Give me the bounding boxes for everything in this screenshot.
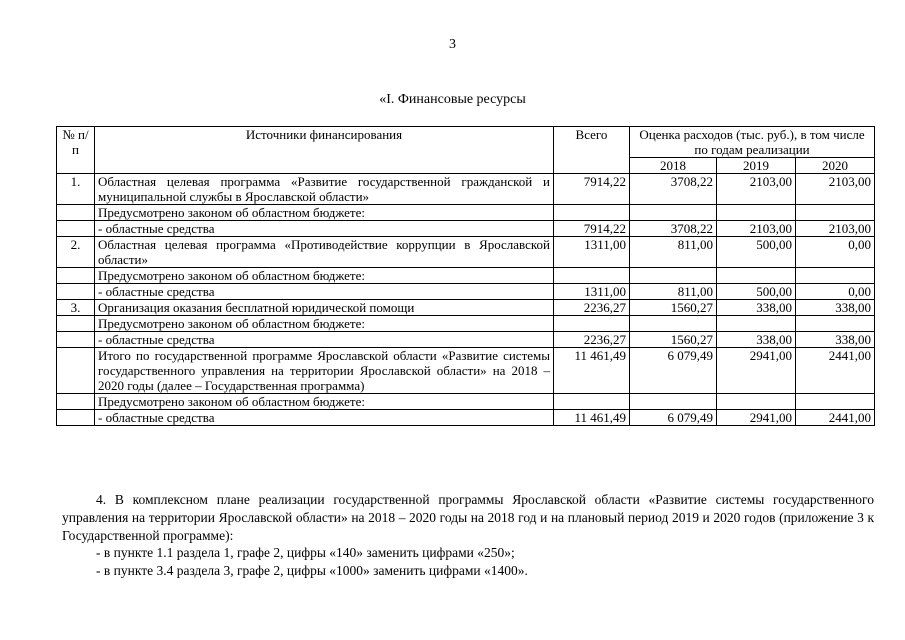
row-num (57, 284, 95, 300)
row-2020 (796, 394, 875, 410)
row-total: 2236,27 (554, 300, 630, 316)
row-2020: 2441,00 (796, 410, 875, 426)
row-2019: 338,00 (717, 332, 796, 348)
financial-resources-table (56, 126, 875, 426)
row-2018: 3708,22 (630, 221, 717, 237)
header-total: Всего (554, 127, 630, 174)
row-2019: 2103,00 (717, 174, 796, 205)
row-2018: 6 079,49 (630, 410, 717, 426)
row-source: Предусмотрено законом об областном бюджете: (95, 268, 554, 284)
row-2019: 338,00 (717, 300, 796, 316)
row-2019: 2941,00 (717, 348, 796, 394)
paragraph-4: 4. В комплексном плане реализации государственной программы Ярославской области «Развитие системы государственного управления на территории Ярославской области» на 2018 – 2020 годы на 2018 год и на плановый период 2019 и 2020 годов (приложение 3 к Государственной программе): (62, 492, 874, 543)
row-source: - областные средства (95, 332, 554, 348)
row-2020: 2103,00 (796, 174, 875, 205)
row-2018: 1560,27 (630, 332, 717, 348)
row-2020: 2441,00 (796, 348, 875, 394)
table-row (57, 300, 875, 316)
row-num (57, 221, 95, 237)
row-2018 (630, 316, 717, 332)
row-2020 (796, 316, 875, 332)
bullet-2: - в пункте 3.4 раздела 3, графе 2, цифры «1000» заменить цифрами «1400». (96, 563, 528, 578)
table-row (57, 174, 875, 205)
row-source: Предусмотрено законом об областном бюджете: (95, 394, 554, 410)
header-num: № п/п (57, 127, 95, 174)
row-2018: 3708,22 (630, 174, 717, 205)
row-2020 (796, 205, 875, 221)
row-total: 1311,00 (554, 237, 630, 268)
row-num (57, 316, 95, 332)
bullet-1: - в пункте 1.1 раздела 1, графе 2, цифры «140» заменить цифрами «250»; (96, 545, 515, 560)
row-source: Предусмотрено законом об областном бюджете: (95, 316, 554, 332)
row-2018 (630, 205, 717, 221)
row-source: - областные средства (95, 284, 554, 300)
row-total: 1311,00 (554, 284, 630, 300)
row-num: 2. (57, 237, 95, 268)
row-2019 (717, 394, 796, 410)
row-2018: 811,00 (630, 284, 717, 300)
row-2019: 2941,00 (717, 410, 796, 426)
row-2020 (796, 268, 875, 284)
table-row (57, 205, 875, 221)
row-2020: 0,00 (796, 237, 875, 268)
row-total: 11 461,49 (554, 348, 630, 394)
row-2019: 500,00 (717, 237, 796, 268)
row-num (57, 332, 95, 348)
row-num (57, 410, 95, 426)
table-row (57, 348, 875, 394)
row-num (57, 348, 95, 394)
table-row (57, 268, 875, 284)
row-num: 1. (57, 174, 95, 205)
row-source: Предусмотрено законом об областном бюджете: (95, 205, 554, 221)
row-total (554, 394, 630, 410)
table-header-row (57, 127, 875, 158)
row-total: 11 461,49 (554, 410, 630, 426)
header-source: Источники финансирования (95, 127, 554, 174)
row-2018 (630, 268, 717, 284)
header-year-2020: 2020 (796, 158, 875, 174)
row-2018: 811,00 (630, 237, 717, 268)
row-num (57, 205, 95, 221)
header-year-2018: 2018 (630, 158, 717, 174)
row-source: Организация оказания бесплатной юридической помощи (95, 300, 554, 316)
section-title: «I. Финансовые ресурсы (379, 92, 526, 107)
row-source: Областная целевая программа «Развитие государственной гражданской и муниципальной службы в Ярославской области» (95, 174, 554, 205)
page-number: 3 (449, 37, 456, 52)
row-2020: 338,00 (796, 300, 875, 316)
header-year-2019: 2019 (717, 158, 796, 174)
row-total: 7914,22 (554, 174, 630, 205)
row-2018 (630, 394, 717, 410)
row-2020: 338,00 (796, 332, 875, 348)
row-num: 3. (57, 300, 95, 316)
row-total: 7914,22 (554, 221, 630, 237)
row-source: Итого по государственной программе Ярославской области «Развитие системы государственного управления на территории Ярославской области» на 2018 – 2020 годы (далее – Государственная программа) (95, 348, 554, 394)
row-2019: 2103,00 (717, 221, 796, 237)
table-row (57, 332, 875, 348)
row-total (554, 268, 630, 284)
row-source: - областные средства (95, 221, 554, 237)
row-source: Областная целевая программа «Противодействие коррупции в Ярославской области» (95, 237, 554, 268)
row-2019: 500,00 (717, 284, 796, 300)
row-num (57, 394, 95, 410)
row-2020: 2103,00 (796, 221, 875, 237)
row-2018: 1560,27 (630, 300, 717, 316)
row-2018: 6 079,49 (630, 348, 717, 394)
table-row (57, 221, 875, 237)
row-total (554, 316, 630, 332)
row-2019 (717, 316, 796, 332)
row-num (57, 268, 95, 284)
table-row (57, 237, 875, 268)
table-row (57, 284, 875, 300)
table-row (57, 316, 875, 332)
row-total (554, 205, 630, 221)
row-total: 2236,27 (554, 332, 630, 348)
row-2020: 0,00 (796, 284, 875, 300)
table-row (57, 394, 875, 410)
row-source: - областные средства (95, 410, 554, 426)
header-estimate: Оценка расходов (тыс. руб.), в том числе по годам реализации (630, 127, 875, 158)
row-2019 (717, 268, 796, 284)
table-row (57, 410, 875, 426)
row-2019 (717, 205, 796, 221)
